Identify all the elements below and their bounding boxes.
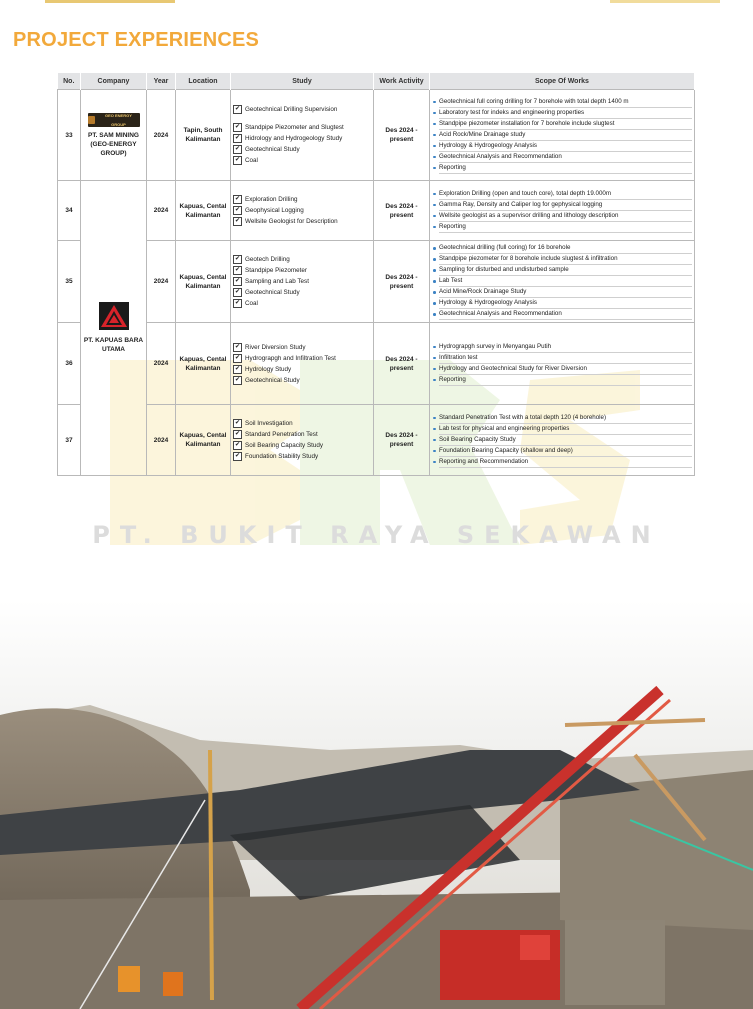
checkbox-icon: ✔ [234,431,241,437]
orange-bucket-right [163,972,183,996]
table-row [58,241,695,323]
scope-item: Hydrograpgh survey in Menyangau Putih [439,342,692,353]
company-name: PT. KAPUAS BARA UTAMA [83,337,144,353]
wooden-pole [210,750,212,1000]
checkbox-icon: ✔ [234,453,241,459]
scope-item: Sampling for disturbed and undisturbed sample [439,265,692,276]
study-item [233,105,371,114]
checkbox-icon: ✔ [234,196,241,202]
study-item [233,123,371,132]
study-label: Wellsite Geologist for Description [245,218,338,225]
tarp-cover-right [565,920,665,1005]
study-item [233,277,371,286]
header-location: Location [176,73,231,90]
scope-item: Acid Mine/Rock Drainage Study [439,287,692,298]
checkbox-icon: ✔ [234,420,241,426]
scope-item: Geotechnical drilling (full coring) for 16 borehole [439,243,692,254]
geo-energy-logo-text: GEO ENERGY GROUP [105,112,132,127]
table-row [58,181,695,241]
scope-item: Foundation Bearing Capacity (shallow and deep) [439,446,692,457]
location-cell: Kapuas, Cental Kalimantan [176,241,231,323]
scope-list [432,342,692,386]
study-item [233,217,371,226]
checkbox-icon: ✔ [234,124,241,130]
checkbox-icon: ✔ [234,106,241,112]
scope-item: Laboratory test for indeks and engineering properties [439,108,692,119]
scope-item: Lab test for physical and engineering properties [439,424,692,435]
table-row [58,405,695,476]
scope-cell [430,323,695,405]
study-label: Coal [245,157,258,164]
checkbox-icon: ✔ [234,256,241,262]
study-label: Geotech Drilling [245,256,290,263]
scope-item: Standpipe piezometer installation for 7 borehole include slugtest [439,119,692,130]
work-activity-cell: Des 2024 - present [374,405,430,476]
study-label: Sampling and Lab Test [245,278,309,285]
checkbox-icon: ✔ [234,442,241,448]
location-cell: Kapuas, Cental Kalimantan [176,405,231,476]
scope-list [432,413,692,468]
scope-item: Hydrology and Geotechnical Study for River Diversion [439,364,692,375]
study-cell [231,405,374,476]
study-item [233,266,371,275]
study-item [233,156,371,165]
scope-item: Reporting [439,375,692,386]
scope-item: Geotechnical Analysis and Recommendation [439,309,692,320]
header-work-activity: Work Activity [374,73,430,90]
study-label: Standpipe Piezometer [245,267,307,274]
checkbox-icon: ✔ [234,278,241,284]
scope-item: Soil Bearing Capacity Study [439,435,692,446]
study-item [233,354,371,363]
checkbox-icon: ✔ [234,207,241,213]
header-no: No. [58,73,81,90]
location-cell: Kapuas, Cental Kalimantan [176,181,231,241]
study-item [233,206,371,215]
checkbox-icon: ✔ [234,146,241,152]
study-label: River Diversion Study [245,343,306,351]
geo-energy-logo-mark [88,116,96,124]
checkbox-icon: ✔ [234,135,241,141]
study-item [233,195,371,204]
study-item [233,145,371,154]
scope-list [432,189,692,233]
study-label: Hydrograpgh and Infiltration Test [245,354,336,362]
study-label: Hidrology and Hydrogeology Study [245,135,343,142]
table-row [58,323,695,405]
study-cell [231,90,374,181]
table-row [58,90,695,181]
company-name: PT. SAM MINING (GEO-ENERGY GROUP) [88,131,139,157]
study-label: Geophysical Logging [245,207,304,214]
checkbox-icon: ✔ [234,343,241,350]
study-item [233,255,371,264]
study-label: Exploration Drilling [245,196,298,203]
page-title: PROJECT EXPERIENCES [13,29,260,51]
kapuas-bara-logo [99,302,129,330]
year-cell: 2024 [147,405,176,476]
checkbox-icon: ✔ [234,267,241,273]
scope-item: Exploration Drilling (open and touch core), total depth 19.000m [439,189,692,200]
location-cell: Tapin, South Kalimantan [176,90,231,181]
project-table [57,73,695,476]
year-cell: 2024 [147,90,176,181]
row-number: 36 [58,323,81,405]
scope-item: Standard Penetration Test with a total depth 120 (4 borehole) [439,413,692,424]
scope-item: Geotechnical Analysis and Recommendation [439,152,692,163]
row-number: 33 [58,90,81,181]
top-accent-bar-right [610,0,720,3]
orange-bucket-left [118,966,140,992]
work-activity-cell: Des 2024 - present [374,241,430,323]
table-header-row [58,73,695,90]
scope-cell [430,181,695,241]
scope-item: Standpipe piezometer for 8 borehole include slugtest & infiltration [439,254,692,265]
study-label: Hydrology Study [245,365,292,373]
checkbox-icon: ✔ [234,300,241,306]
study-item [233,441,371,450]
year-cell: 2024 [147,323,176,405]
study-item [233,452,371,461]
company-cell [81,181,147,476]
study-item [233,376,371,385]
checkbox-icon: ✔ [234,354,241,361]
study-label: Standard Penetration Test [245,431,318,438]
location-cell: Kapuas, Cental Kalimantan [176,323,231,405]
scope-item: Reporting [439,222,692,233]
year-cell: 2024 [147,241,176,323]
scope-item: Hydrology & Hydrogeology Analysis [439,141,692,152]
study-item [233,288,371,297]
checkbox-icon: ✔ [234,289,241,295]
study-cell [231,241,374,323]
study-label: Coal [245,300,258,307]
work-activity-cell: Des 2024 - present [374,90,430,181]
scope-item: Hydrology & Hydrogeology Analysis [439,298,692,309]
company-cell [81,90,147,181]
scope-list [432,243,692,320]
study-cell [231,323,374,405]
study-label: Geotechnical Study [245,376,300,384]
study-item [233,299,371,308]
study-item [233,343,371,352]
row-number: 37 [58,405,81,476]
study-label: Geotechnical Study [245,146,300,153]
row-number: 34 [58,181,81,241]
checkbox-icon: ✔ [234,376,241,383]
study-item [233,365,371,374]
header-company: Company [81,73,147,90]
scope-item: Wellsite geologist as a supervisor drilling and lithology description [439,211,692,222]
study-label: Soil Bearing Capacity Study [245,442,324,449]
checkbox-icon: ✔ [234,157,241,163]
scope-cell [430,405,695,476]
study-label: Soil Investigation [245,420,293,427]
watermark-company-name: PT. BUKIT RAYA SEKAWAN [92,521,661,549]
scope-item: Reporting [439,163,692,174]
study-label: Standpipe Piezometer and Slugtest [245,124,344,131]
checkbox-icon: ✔ [234,218,241,224]
row-number: 35 [58,241,81,323]
study-label: Geotechnical Drilling Supervision [245,106,338,113]
checkbox-icon: ✔ [234,365,241,372]
work-activity-cell: Des 2024 - present [374,323,430,405]
header-scope: Scope Of Works [430,73,695,90]
work-activity-cell: Des 2024 - present [374,181,430,241]
scope-item: Reporting and Recommendation [439,457,692,468]
study-label: Geotechnical Study [245,289,300,296]
rig-panel [520,935,550,960]
geo-energy-logo [88,113,140,127]
scope-item: Gamma Ray, Density and Caliper log for gephysical logging [439,200,692,211]
study-item [233,419,371,428]
year-cell: 2024 [147,181,176,241]
study-label: Foundation Stability Study [245,453,319,460]
study-item [233,430,371,439]
study-item [233,134,371,143]
scope-item: Infiltration test [439,353,692,364]
header-study: Study [231,73,374,90]
scope-list [432,97,692,174]
kapuas-bara-logo-mark [99,302,129,330]
scope-cell [430,90,695,181]
header-year: Year [147,73,176,90]
scope-item: Geotechnical full coring drilling for 7 borehole with total depth 1400 m [439,97,692,108]
top-accent-bar [45,0,175,3]
scope-item: Lab Test [439,276,692,287]
drilling-site-photo [0,600,753,1009]
scope-item: Acid Rock/Mine Drainage study [439,130,692,141]
study-cell [231,181,374,241]
scope-cell [430,241,695,323]
